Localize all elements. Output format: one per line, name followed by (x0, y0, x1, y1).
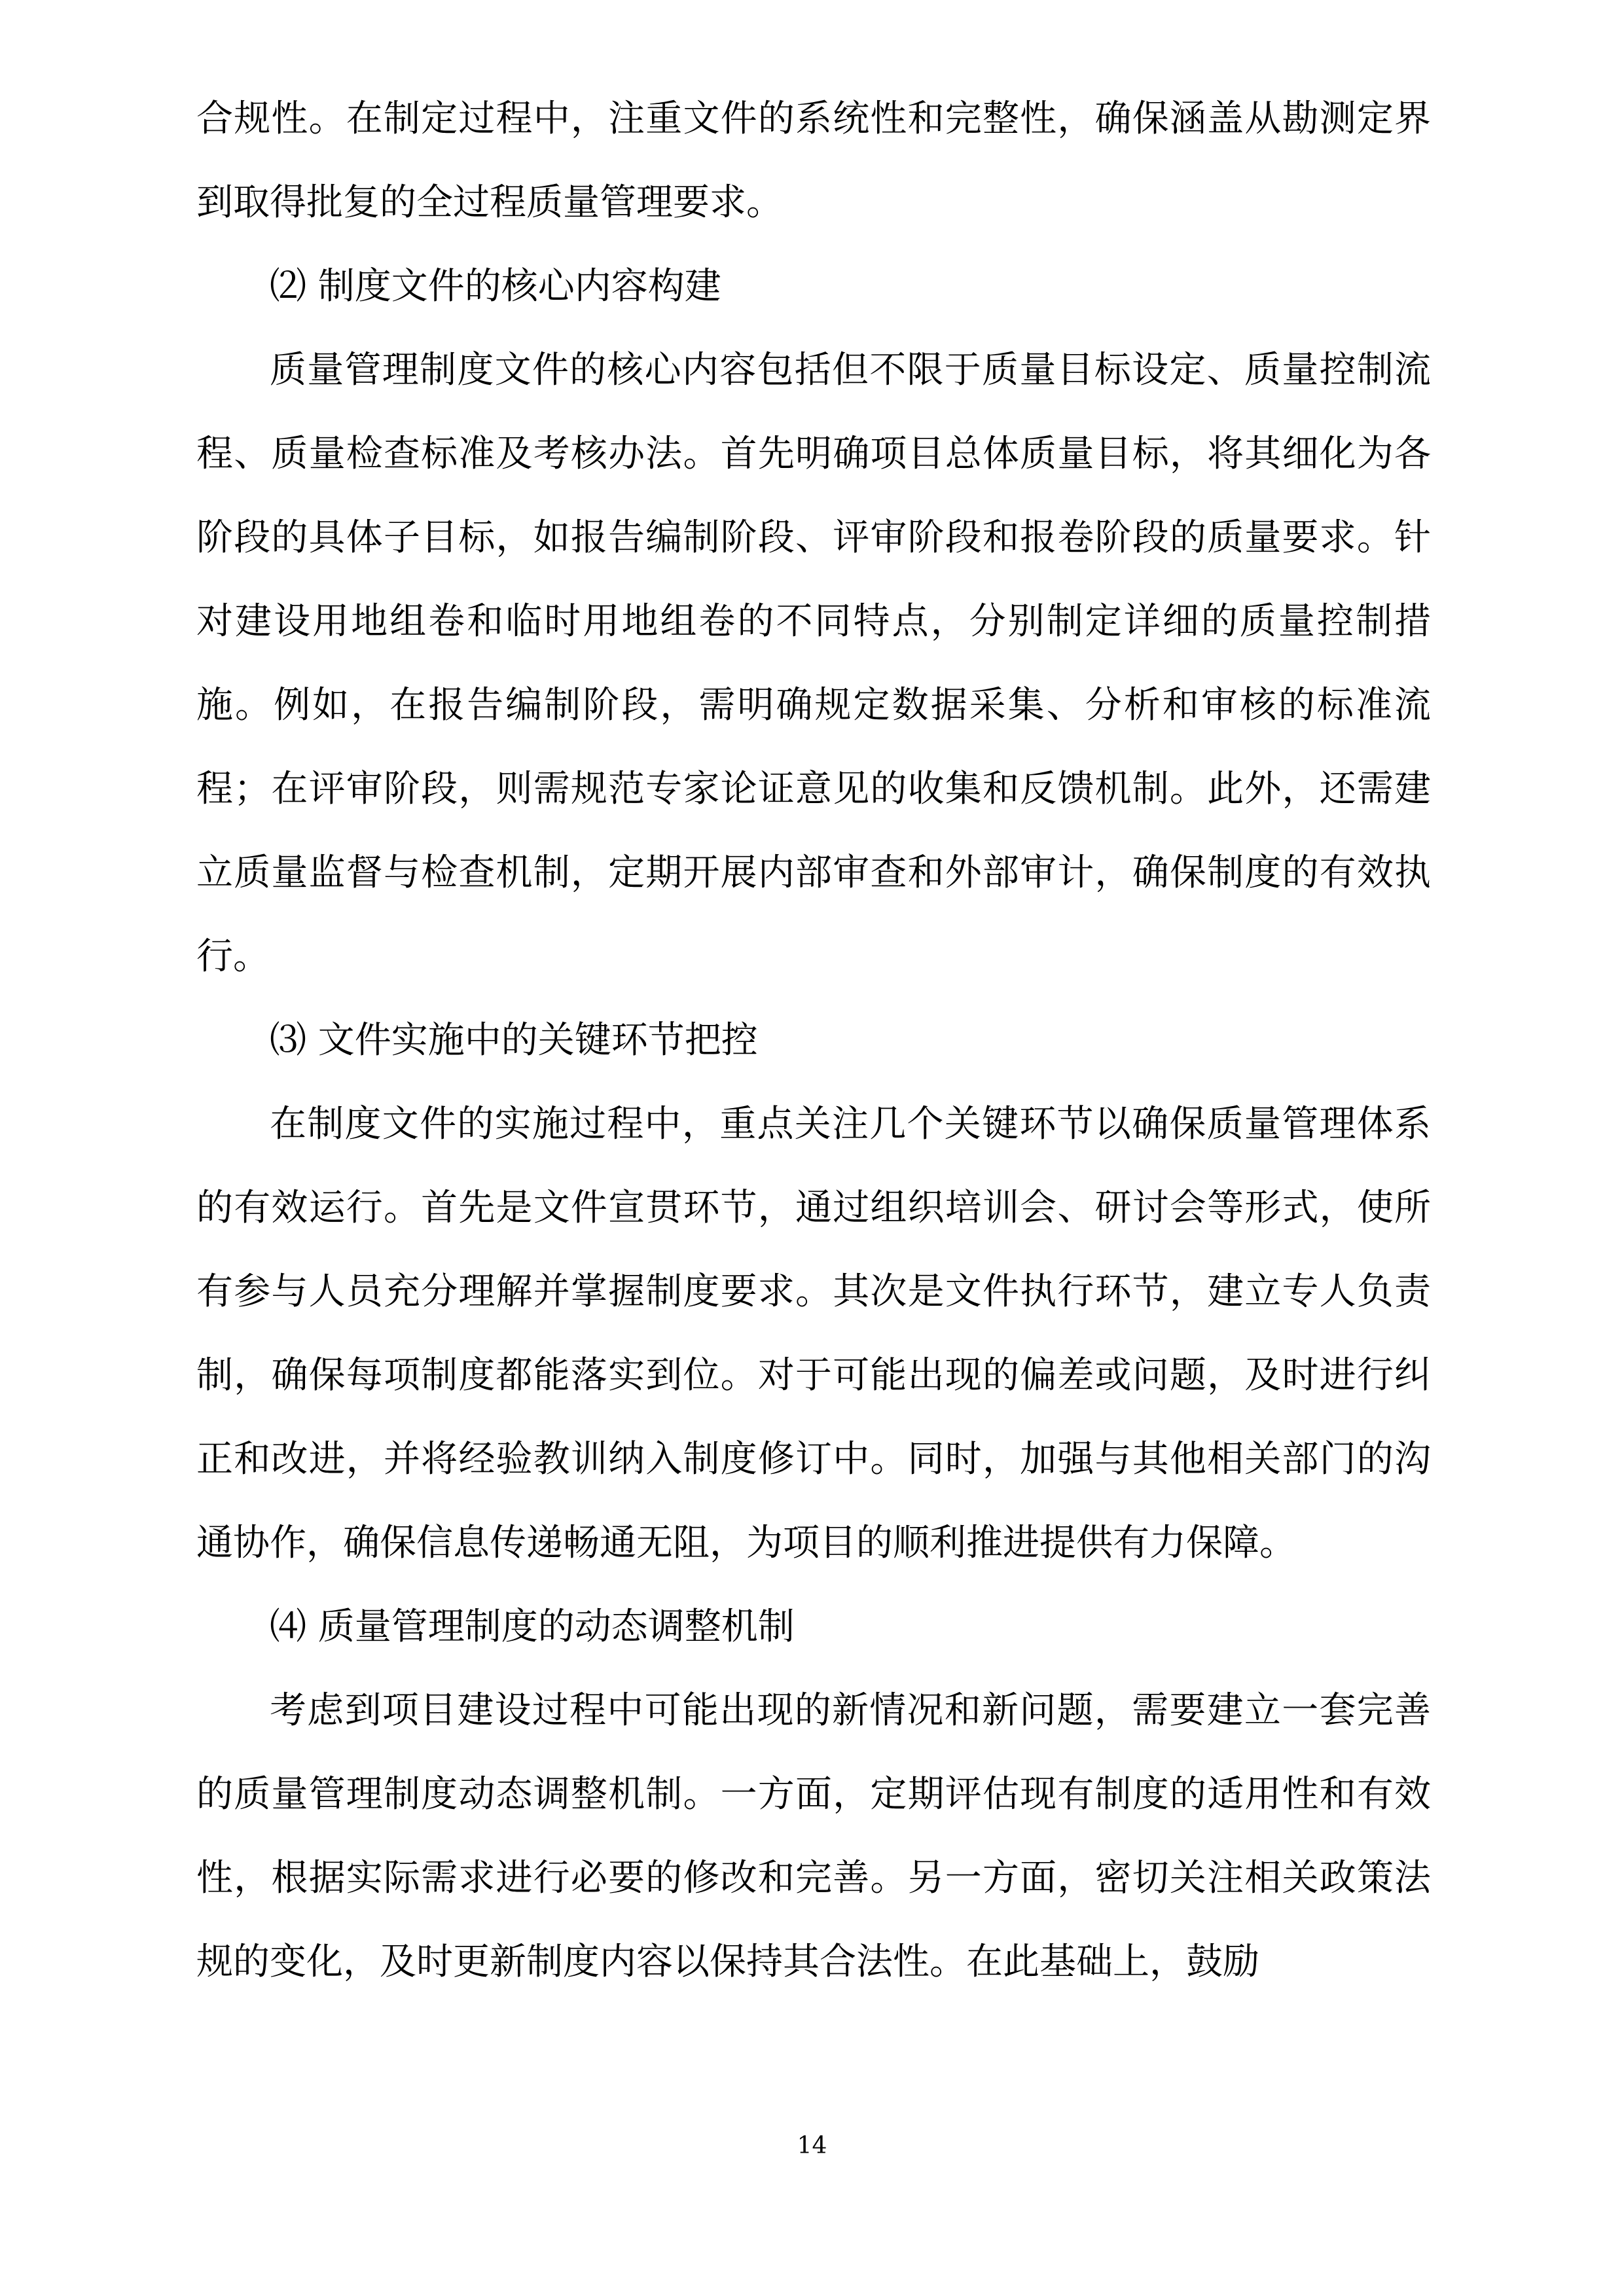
page-number: 14 (797, 2132, 827, 2159)
paragraph-dynamic-adjustment: 考虑到项目建设过程中可能出现的新情况和新问题，需要建立一套完善的质量管理制度动态调整机制。一方面，定期评估现有制度的适用性和有效性，根据实际需求进行必要的修改和完善。另一方面，密切关注相关政策法规的变化，及时更新制度内容以保持其合法性。在此基础上，鼓励 (196, 1689, 1431, 1983)
document-body (196, 77, 1431, 2004)
section-heading-4: ⑷ 质量管理制度的动态调整机制 (270, 1605, 795, 1648)
paragraph-core-content: 质量管理制度文件的核心内容包括但不限于质量目标设定、质量控制流程、质量检查标准及考核办法。首先明确项目总体质量目标，将其细化为各阶段的具体子目标，如报告编制阶段、评审阶段和报卷阶段的质量要求。针对建设用地组卷和临时用地组卷的不同特点，分别制定详细的质量控制措施。例如，在报告编制阶段，需明确规定数据采集、分析和审核的标准流程；在评审阶段，则需规范专家论证意见的收集和反馈机制。此外，还需建立质量监督与检查机制，定期开展内部审查和外部审计，确保制度的有效执行。 (196, 349, 1431, 978)
paragraph-continued: 合规性。在制定过程中，注重文件的系统性和完整性，确保涵盖从勘测定界到取得批复的全过程质量管理要求。 (196, 98, 1431, 224)
paragraph-implementation: 在制度文件的实施过程中，重点关注几个关键环节以确保质量管理体系的有效运行。首先是文件宣贯环节，通过组织培训会、研讨会等形式，使所有参与人员充分理解并掌握制度要求。其次是文件执行环节，建立专人负责制，确保每项制度都能落实到位。对于可能出现的偏差或问题，及时进行纠正和改进，并将经验教训纳入制度修订中。同时，加强与其他相关部门的沟通协作，确保信息传递畅通无阻，为项目的顺利推进提供有力保障。 (196, 1103, 1431, 1564)
section-heading-3: ⑶ 文件实施中的关键环节把控 (270, 1019, 758, 1062)
section-heading-2: ⑵ 制度文件的核心内容构建 (270, 265, 721, 308)
